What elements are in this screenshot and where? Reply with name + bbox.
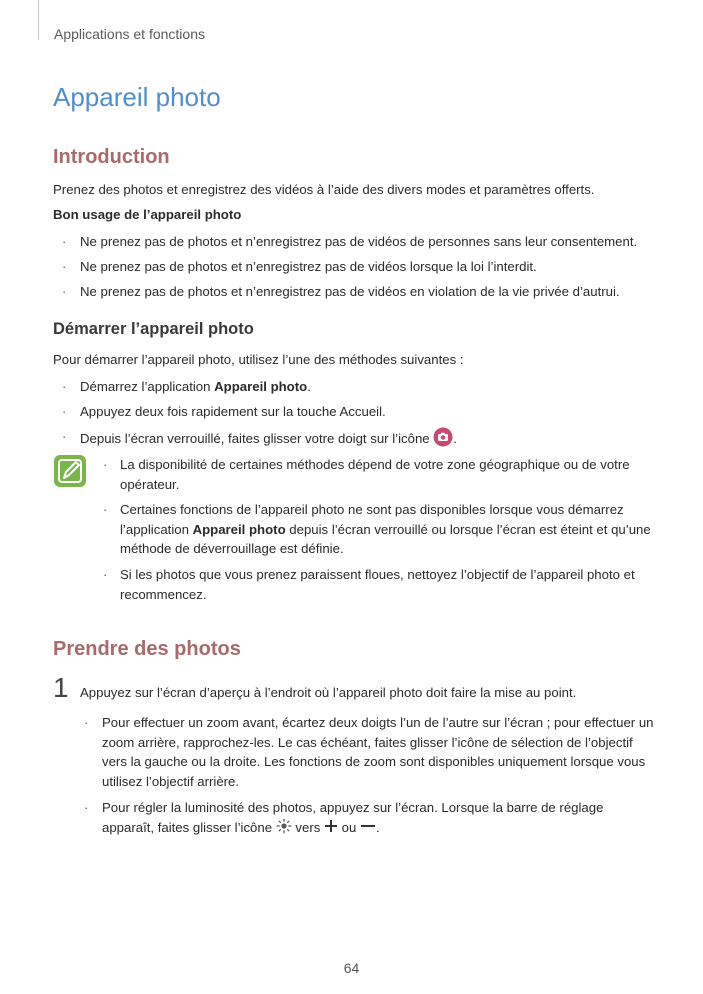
step-sub-bullet-1: · Pour effectuer un zoom avant, écartez deux doigts l’un de l’autre sur l’écran ; pour effectuer un zoom arrière, rapprochez-les. Le cas échéant, faites glisser l’icône de sélection de l’objectif vers la gauche ou la droite. Les fonctions de zoom sont disponibles uniquement lorsque vous utilisez l’objectif arrière.: [84, 715, 654, 789]
plus-icon: [324, 819, 338, 839]
bullet-dot: ·: [62, 284, 67, 299]
step-number: 1: [53, 672, 69, 703]
note-pencil-icon: [54, 455, 86, 487]
bullet-dot: ·: [103, 457, 108, 472]
bullet-dot: ·: [62, 379, 67, 394]
introduction-heading: Introduction: [53, 146, 170, 168]
step-text: Appuyez sur l’écran d’aperçu à l’endroit où l’appareil photo doit faire la mise au point.: [80, 685, 577, 700]
page-title: Appareil photo: [53, 82, 221, 112]
bullet-dot: ·: [103, 502, 108, 517]
bullet-dot: ·: [62, 429, 67, 444]
running-head: Applications et fonctions: [54, 26, 205, 42]
step-sub-bullet-2: · Pour régler la luminosité des photos, appuyez sur l’écran. Lorsque la barre de réglage apparaît, faites glisser l’icône vers ou .: [84, 798, 654, 839]
note-item-2: · Certaines fonctions de l’appareil photo ne sont pas disponibles lorsque vous démarrez l’application Appareil photo depuis l’écran verrouillé ou lorsque l’écran est éteint et qu’une méthode de déverrouillage est définie.: [103, 502, 651, 556]
camera-icon: [433, 427, 453, 452]
start-text: Pour démarrer l’appareil photo, utilisez l’une des méthodes suivantes :: [53, 352, 464, 367]
app-name: Appareil photo: [214, 379, 308, 394]
bullet-dot: ·: [62, 259, 67, 274]
note-item-3: · Si les photos que vous prenez paraissent floues, nettoyez l’objectif de l’appareil photo et recommencez.: [103, 567, 635, 602]
minus-icon: [360, 819, 376, 839]
note-item-1: · La disponibilité de certaines méthodes dépend de votre zone géographique ou de votre opérateur.: [103, 457, 630, 492]
bullet-dot: ·: [84, 800, 89, 815]
introduction-text: Prenez des photos et enregistrez des vidéos à l’aide des divers modes et paramètres offerts.: [53, 182, 595, 197]
brightness-icon: [276, 818, 292, 840]
bullet-dot: ·: [62, 234, 67, 249]
good-use-label: Bon usage de l’appareil photo: [53, 207, 242, 222]
start-heading: Démarrer l’appareil photo: [53, 320, 254, 338]
bullet-dot: ·: [103, 567, 108, 582]
take-photos-heading: Prendre des photos: [53, 638, 241, 660]
bullet-dot: ·: [62, 404, 67, 419]
app-name: Appareil photo: [192, 521, 286, 537]
page-number: 64: [343, 960, 360, 976]
page-edge-line: [38, 0, 39, 40]
bullet-dot: ·: [84, 715, 89, 730]
